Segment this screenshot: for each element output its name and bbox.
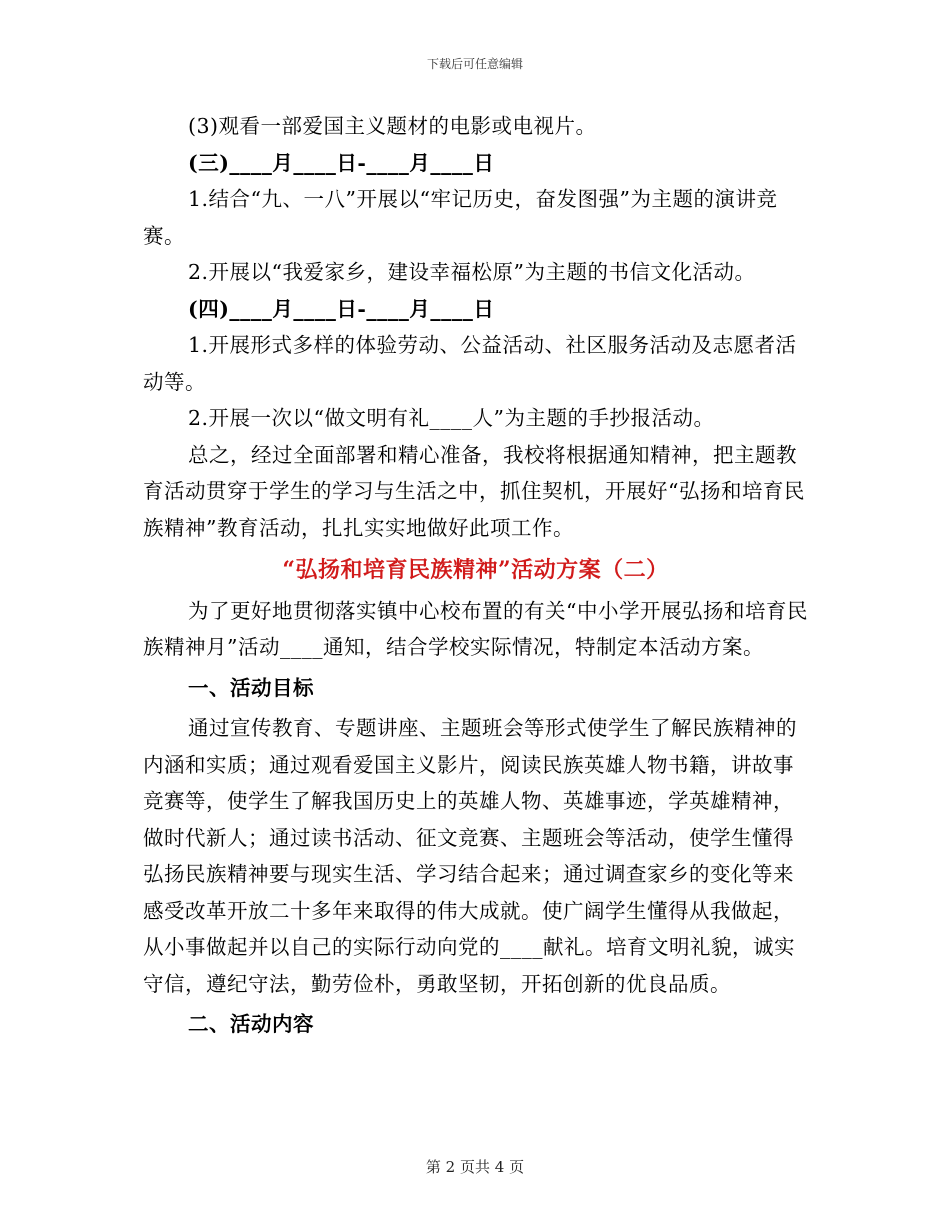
section-heading: 二、活动内容	[188, 1012, 314, 1036]
page-header: 下载后可任意编辑	[426, 57, 523, 71]
date-heading: (三)____月____日-____月____日	[188, 150, 495, 175]
date-heading: (四)____月____日-____月____日	[188, 296, 495, 321]
paragraph: 2.开展以“我爱家乡，建设幸福松原”为主题的书信文化活动。	[188, 260, 756, 284]
section-title: “弘扬和培育民族精神”活动方案（二）	[282, 557, 669, 583]
paragraph: 通过宣传教育、专题讲座、主题班会等形式使学生了解民族精神的内涵和实质；通过观看爱国主义影片，阅读民族英雄人物书籍，讲故事竞赛等，使学生了解我国历史上的英雄人物、英雄事迹，学英雄精神，做时代新人；通过读书活动、征文竞赛、主题班会等活动，使学生懂得弘扬民族精神要与现实生活、学习结合起来；通过调查家乡的变化等来感受改革开放二十多年来取得的伟大成就。使广阔学生懂得从我做起，从小事做起并以自己的实际行动向党的____献礼。培育文明礼貌，诚实守信，遵纪守法，勤劳俭朴，勇敢坚韧，开拓创新的优良品质。	[143, 716, 797, 996]
section-heading: 一、活动目标	[188, 675, 314, 700]
paragraph: 2.开展一次以“做文明有礼____人”为主题的手抄报活动。	[188, 406, 715, 430]
page-footer: 第 2 页共 4 页	[425, 1158, 525, 1176]
paragraph: (3)观看一部爱国主义题材的电影或电视片。	[188, 114, 597, 138]
paragraph: 1.开展形式多样的体验劳动、公益活动、社区服务活动及志愿者活动等。	[143, 333, 797, 394]
document-body	[143, 108, 808, 1047]
paragraph: 总之，经过全面部署和精心准备，我校将根据通知精神，把主题教育活动贯穿于学生的学习与生活之中，抓住契机，开展好“弘扬和培育民族精神”教育活动，扎扎实实地做好此项工作。	[143, 442, 805, 540]
paragraph: 1.结合“九、一八”开展以“牢记历史，奋发图强”为主题的演讲竞赛。	[143, 187, 778, 248]
paragraph: 为了更好地贯彻落实镇中心校布置的有关“中小学开展弘扬和培育民族精神月”活动____通知，结合学校实际情况，特制定本活动方案。	[143, 598, 808, 659]
